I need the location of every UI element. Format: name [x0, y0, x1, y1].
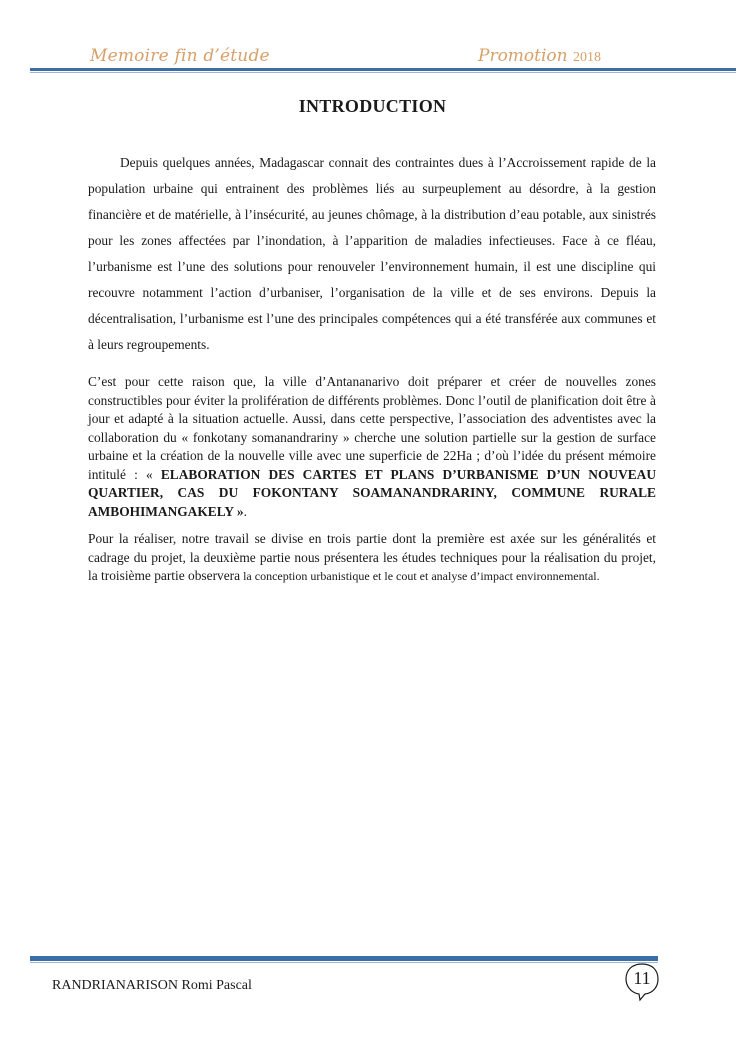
page-number: 11	[633, 968, 651, 988]
paragraph-2-bold-title: ELABORATION DES CARTES ET PLANS D’URBANISME D’UN NOUVEAU QUARTIER, CAS DU FOKONTANY SOAMANANDRARINY, COMMUNE RURALE AMBOHIMANGAKELY »	[88, 466, 657, 519]
header-year: 2018	[573, 50, 602, 65]
paragraph-3	[88, 530, 656, 586]
paragraph-2-text: C’est pour cette raison que, la ville d’Antananarivo doit préparer et créer de nouvelles zones constructibles pour éviter la prolifération de différents problèmes. Donc l’outil de planification doit être à jour et adapté à la situation actuelle. Aussi, dans cette perspective, l’association des adventistes avec la collaboration du « fonkotany somanandrariny » cherche une solution partielle sur la gestion de surface urbaine et la création de la nouvelle ville avec une superficie de 22Ha ; d’où l’idée du présent mémoire intitulé : «	[88, 374, 656, 482]
header-rule-thin	[30, 72, 736, 73]
header-rule	[30, 68, 736, 71]
page-title: INTRODUCTION	[298, 96, 447, 116]
page-number-badge	[624, 962, 660, 1002]
paragraph-3-small-text: la conception urbanistique et le cout et analyse d’impact environnemental.	[240, 569, 600, 583]
footer-rule	[30, 956, 658, 961]
header-right-title	[478, 46, 601, 66]
header-left-title: Memoire fin d’étude	[90, 46, 270, 66]
paragraph-2-end: .	[243, 503, 247, 519]
header-promotion-label: Promotion	[478, 46, 568, 66]
paragraph-1-text: Depuis quelques années, Madagascar connait des contraintes dues à l’Accroissement rapide de la population urbaine qui entrainent des problèmes liés au surpeuplement au désordre, à la gestion financière et de matérielle, à l’insécurité, au jeunes chômage, à la distribution d’eau potable, aux sinistrés pour les zones affectées par l’inondation, à l’apparition de maladies infectieuses. Face à ce fléau, l’urbanisme est l’une des solutions pour renouveler l’environnement humain, il est une discipline qui recouvre notamment l’action d’urbaniser, l’organisation de la ville et de ses environs. Depuis la décentralisation, l’urbanisme est l’une des principales compétences qui a été transférée aux communes et à leurs regroupements.	[88, 155, 656, 352]
paragraph-1	[88, 150, 656, 358]
footer-rule-thin	[30, 962, 658, 963]
footer-author: RANDRIANARISON Romi Pascal	[52, 978, 252, 993]
paragraph-2	[88, 373, 656, 521]
paragraph-3-text: Pour la réaliser, notre travail se divise en trois partie dont la première est axée sur les généralités et cadrage du projet, la deuxième partie nous présentera les études techniques pour la réalisation du projet, la troisième partie observera	[88, 531, 656, 583]
